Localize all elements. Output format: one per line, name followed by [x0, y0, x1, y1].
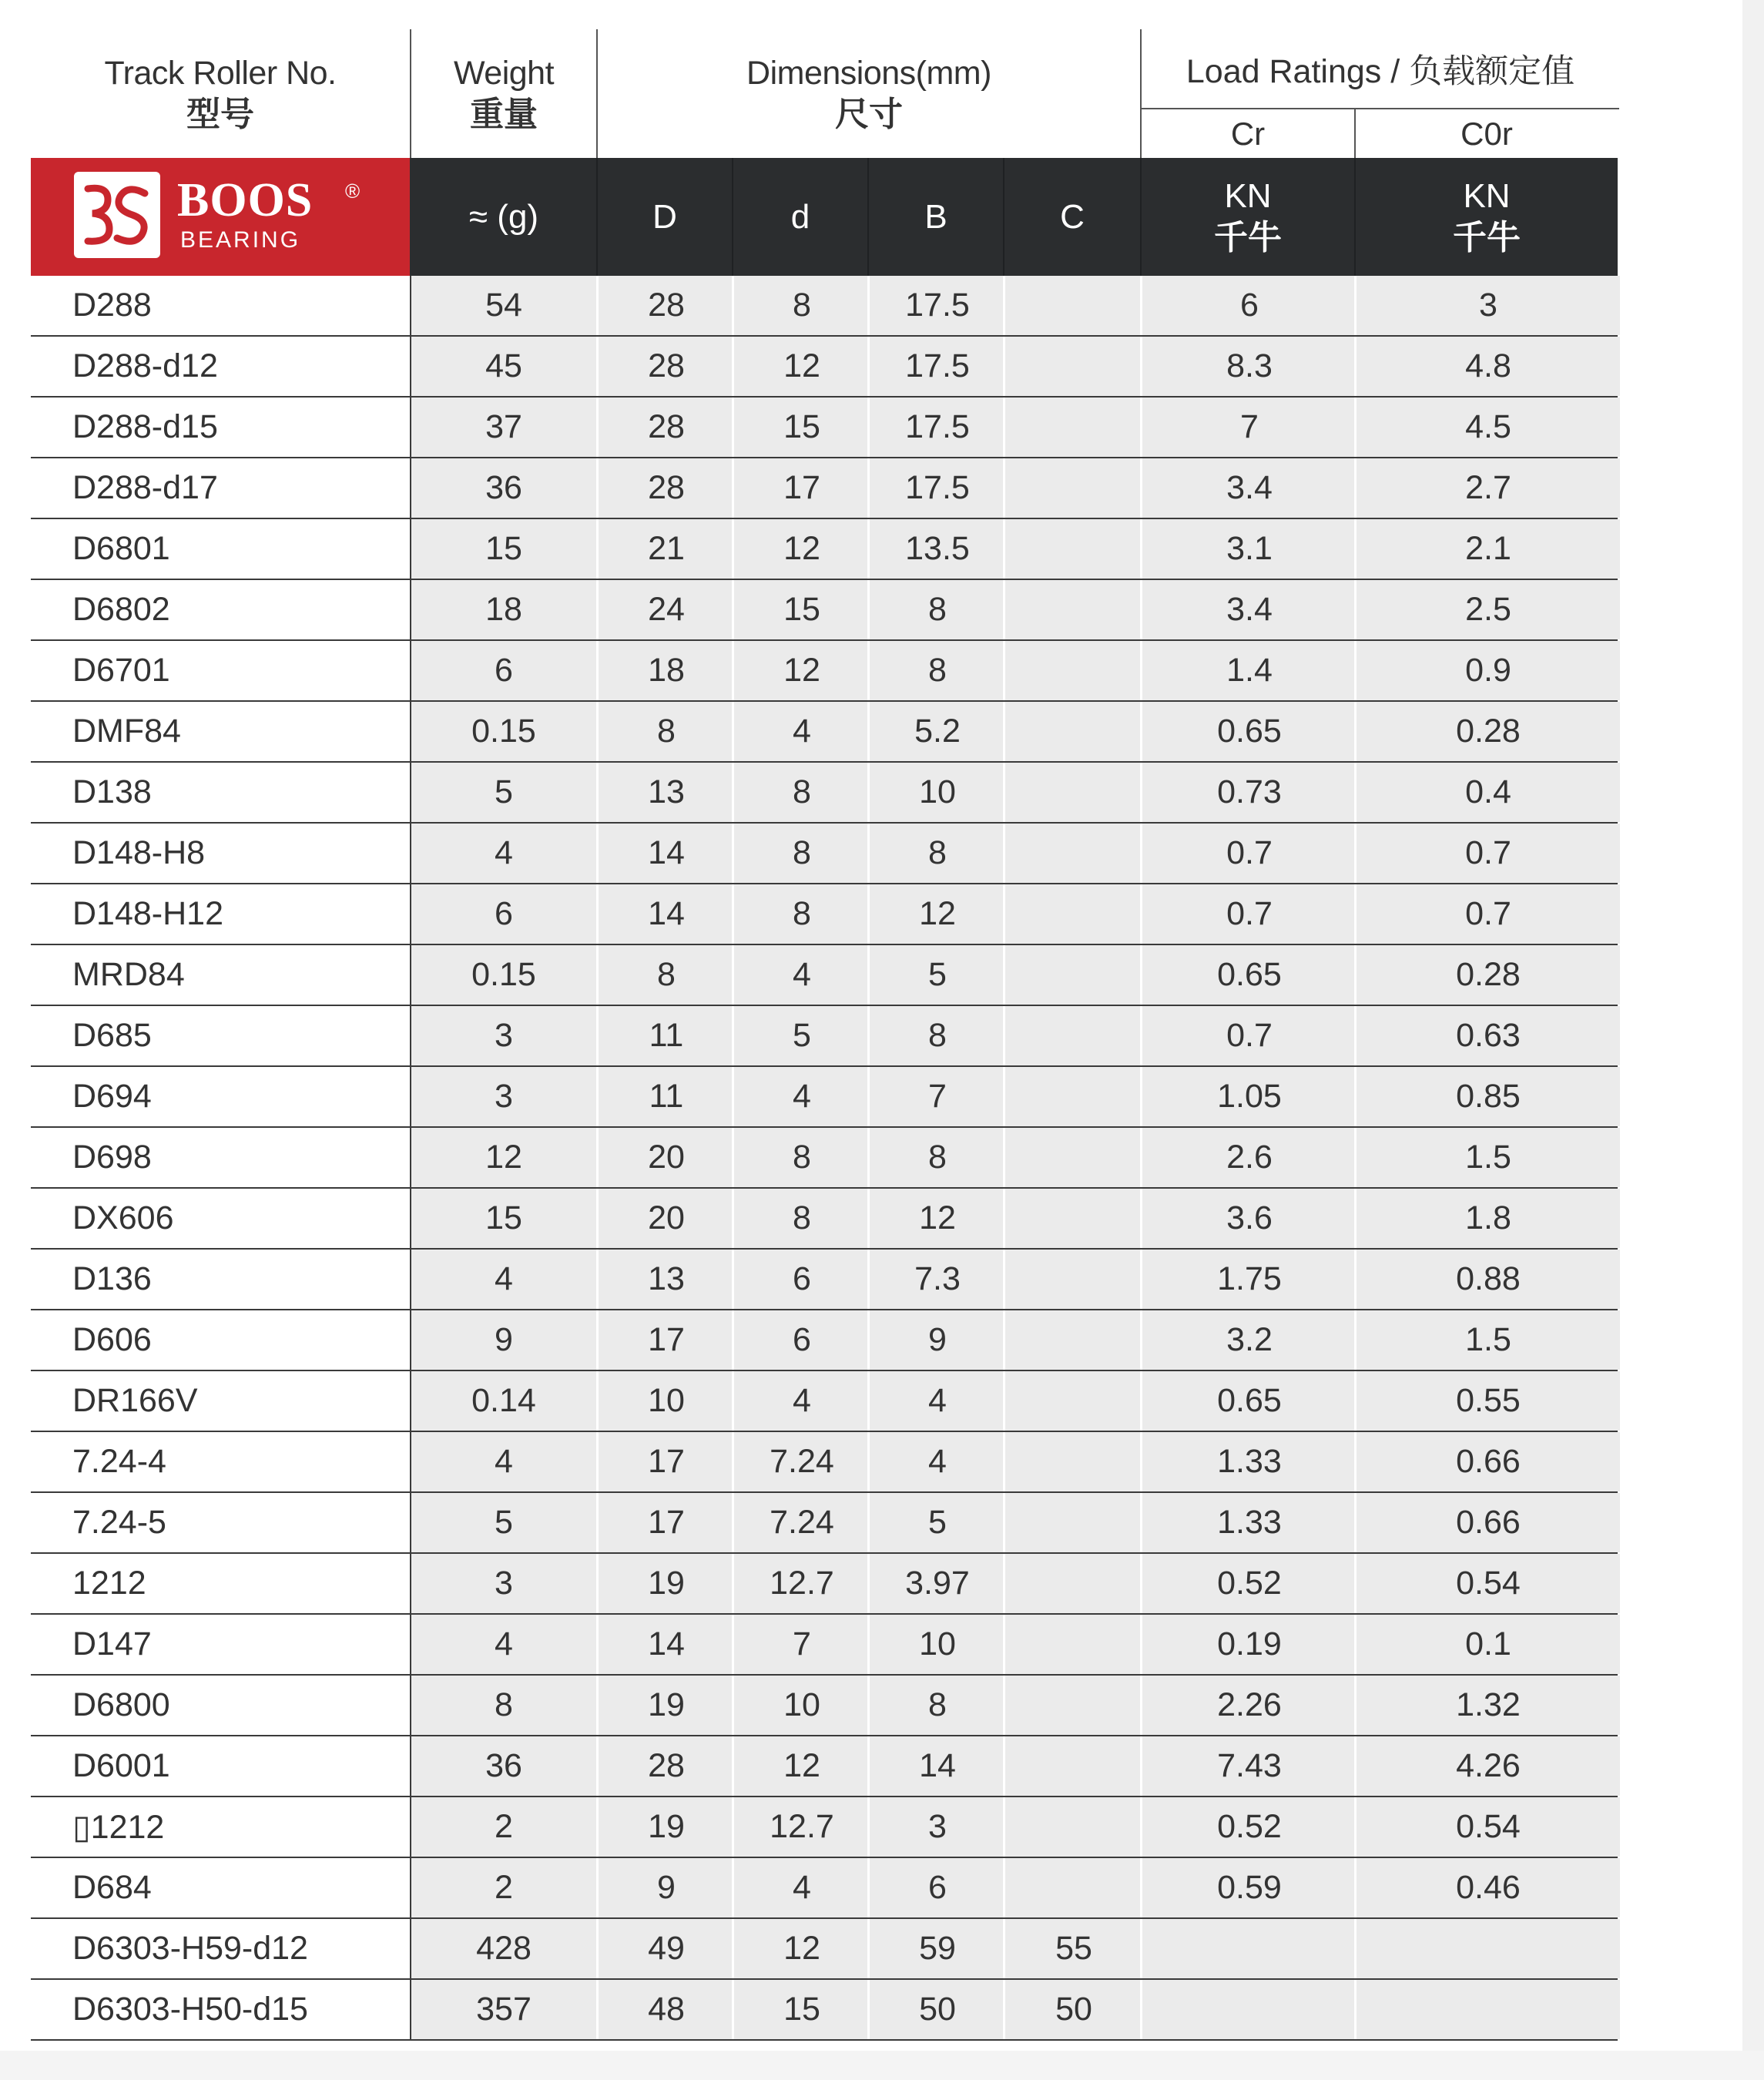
- cell-model: D288: [72, 287, 152, 324]
- cell-weight: 6: [411, 884, 596, 944]
- cell-B: 14: [867, 1736, 1005, 1796]
- table-row: [31, 702, 1618, 763]
- header-load-ratings: Load Ratings / 负载额定值: [1186, 52, 1575, 90]
- cell-cr: 0.59: [1140, 1858, 1357, 1917]
- cell-weight: 6: [411, 641, 596, 700]
- cell-d: 10: [732, 1676, 870, 1735]
- cell-cr: 3.2: [1140, 1310, 1357, 1370]
- cell-d: 8: [732, 276, 870, 335]
- cell-d: 8: [732, 763, 870, 822]
- table-row: [31, 1189, 1618, 1250]
- cell-B: 4: [867, 1432, 1005, 1491]
- cell-D: 17: [596, 1310, 734, 1370]
- cell-B: 17.5: [867, 276, 1005, 335]
- cell-D: 9: [596, 1858, 734, 1917]
- cell-d: 12.7: [732, 1797, 870, 1857]
- cell-cor: 0.63: [1354, 1006, 1620, 1065]
- cell-model: D288-d15: [72, 408, 218, 445]
- cell-cor: 2.5: [1354, 580, 1620, 639]
- cell-C: [1003, 519, 1142, 579]
- cell-d: 17: [732, 458, 870, 518]
- cell-weight: 3: [411, 1006, 596, 1065]
- cell-cor: 0.85: [1354, 1067, 1620, 1126]
- cell-d: 8: [732, 1189, 870, 1248]
- cell-weight: 5: [411, 1493, 596, 1552]
- cell-C: [1003, 1554, 1142, 1613]
- cell-D: 28: [596, 337, 734, 396]
- cell-B: 17.5: [867, 398, 1005, 457]
- table-row: [31, 824, 1618, 884]
- cell-cor: 0.55: [1354, 1371, 1620, 1431]
- unit-cor: [1356, 158, 1618, 276]
- cell-C: [1003, 337, 1142, 396]
- cell-D: 28: [596, 276, 734, 335]
- cell-D: 28: [596, 458, 734, 518]
- cell-d: 4: [732, 702, 870, 761]
- cell-model: D6303-H59-d12: [72, 1930, 308, 1967]
- cell-d: 12: [732, 519, 870, 579]
- cell-C: [1003, 1310, 1142, 1370]
- cell-C: [1003, 702, 1142, 761]
- cell-cr: 0.65: [1140, 1371, 1357, 1431]
- cell-C: [1003, 1371, 1142, 1431]
- table-row: [31, 884, 1618, 945]
- header-model-en: Track Roller No.: [104, 54, 337, 92]
- cell-B: 8: [867, 1128, 1005, 1187]
- cell-cor: 0.4: [1354, 763, 1620, 822]
- cell-cr: 0.7: [1140, 884, 1357, 944]
- cell-C: 55: [1003, 1919, 1142, 1978]
- cell-B: 3.97: [867, 1554, 1005, 1613]
- table-row: [31, 1858, 1618, 1919]
- cell-B: 8: [867, 580, 1005, 639]
- cell-cr: 0.19: [1140, 1615, 1357, 1674]
- brand-subtitle: BEARING: [180, 227, 301, 253]
- header-weight-zh: 重量: [470, 95, 538, 133]
- cell-weight: 15: [411, 519, 596, 579]
- cell-B: 5: [867, 945, 1005, 1005]
- cell-d: 5: [732, 1006, 870, 1065]
- cell-C: [1003, 1736, 1142, 1796]
- cell-D: 11: [596, 1067, 734, 1126]
- cell-d: 8: [732, 1128, 870, 1187]
- cell-weight: 0.14: [411, 1371, 596, 1431]
- cell-cr: 0.52: [1140, 1554, 1357, 1613]
- cell-D: 28: [596, 398, 734, 457]
- cell-C: [1003, 1676, 1142, 1735]
- cell-B: 10: [867, 763, 1005, 822]
- cell-C: [1003, 398, 1142, 457]
- cell-cor: 1.32: [1354, 1676, 1620, 1735]
- table-row: [31, 1006, 1618, 1067]
- cell-B: 50: [867, 1980, 1005, 2039]
- cell-cr: 8.3: [1140, 337, 1357, 396]
- cell-weight: 0.15: [411, 945, 596, 1005]
- cell-weight: 4: [411, 824, 596, 883]
- table-row: [31, 519, 1618, 580]
- cell-B: 5: [867, 1493, 1005, 1552]
- cell-model: D694: [72, 1078, 152, 1115]
- cell-cor: 0.88: [1354, 1250, 1620, 1309]
- header-cor: C0r: [1460, 115, 1513, 152]
- page-edge: [1742, 0, 1764, 2080]
- cell-D: 8: [596, 702, 734, 761]
- table-row: [31, 1554, 1618, 1615]
- cell-model: 1212: [72, 1565, 146, 1602]
- table-row: [31, 580, 1618, 641]
- table-row: [31, 1980, 1618, 2041]
- cell-weight: 36: [411, 458, 596, 518]
- cell-model: D6303-H50-d15: [72, 1991, 308, 2028]
- unit-weight: ≈ (g): [468, 197, 539, 236]
- cell-cor: 1.8: [1354, 1189, 1620, 1248]
- cell-C: [1003, 1493, 1142, 1552]
- cell-D: 19: [596, 1676, 734, 1735]
- cell-d: 12.7: [732, 1554, 870, 1613]
- cell-B: 3: [867, 1797, 1005, 1857]
- cell-d: 7.24: [732, 1493, 870, 1552]
- cell-model: D6001: [72, 1747, 170, 1784]
- cell-B: 12: [867, 884, 1005, 944]
- cell-B: 8: [867, 1006, 1005, 1065]
- cell-weight: 428: [411, 1919, 596, 1978]
- cell-cr: [1140, 1980, 1357, 2039]
- cell-D: 24: [596, 580, 734, 639]
- cell-weight: 9: [411, 1310, 596, 1370]
- cell-C: [1003, 1432, 1142, 1491]
- cell-C: [1003, 276, 1142, 335]
- unit-cr-zh: 千牛: [1214, 218, 1282, 257]
- cell-cor: 1.5: [1354, 1310, 1620, 1370]
- table-row: [31, 1310, 1618, 1371]
- cell-C: [1003, 945, 1142, 1005]
- cell-cor: 0.54: [1354, 1797, 1620, 1857]
- cell-cor: 3: [1354, 276, 1620, 335]
- cell-model: DMF84: [72, 713, 181, 750]
- table-row: [31, 1615, 1618, 1676]
- header-dims-zh: 尺寸: [835, 95, 903, 133]
- table-row: [31, 276, 1618, 337]
- cell-cor: 0.7: [1354, 824, 1620, 883]
- cell-d: 4: [732, 945, 870, 1005]
- cell-d: 12: [732, 337, 870, 396]
- cell-cr: 3.1: [1140, 519, 1357, 579]
- cell-D: 48: [596, 1980, 734, 2039]
- cell-weight: 3: [411, 1067, 596, 1126]
- cell-D: 19: [596, 1797, 734, 1857]
- cell-model: DX606: [72, 1199, 174, 1236]
- cell-B: 13.5: [867, 519, 1005, 579]
- cell-C: [1003, 1189, 1142, 1248]
- cell-weight: 12: [411, 1128, 596, 1187]
- bearing-spec-table: [31, 29, 1618, 2041]
- cell-model: ▯1212: [72, 1808, 165, 1846]
- header-dimensions: [598, 29, 1140, 158]
- unit-D: D: [652, 197, 677, 236]
- cell-cor: 0.46: [1354, 1858, 1620, 1917]
- cell-cr: 1.05: [1140, 1067, 1357, 1126]
- cell-cor: 4.26: [1354, 1736, 1620, 1796]
- cell-d: 8: [732, 884, 870, 944]
- unit-cor-zh: 千牛: [1453, 218, 1521, 257]
- cell-D: 19: [596, 1554, 734, 1613]
- header-weight-en: Weight: [453, 54, 555, 92]
- cell-cr: 3.4: [1140, 458, 1357, 518]
- cell-weight: 36: [411, 1736, 596, 1796]
- cell-d: 8: [732, 824, 870, 883]
- table-row: [31, 1676, 1618, 1736]
- cell-model: D6701: [72, 652, 170, 689]
- cell-model: D698: [72, 1139, 152, 1176]
- cell-cr: 1.75: [1140, 1250, 1357, 1309]
- cell-model: D606: [72, 1321, 152, 1358]
- cell-weight: 54: [411, 276, 596, 335]
- cell-d: 15: [732, 398, 870, 457]
- cell-weight: 15: [411, 1189, 596, 1248]
- table-row: [31, 641, 1618, 702]
- table-row: [31, 1067, 1618, 1128]
- table-row: [31, 1371, 1618, 1432]
- cell-cr: 0.65: [1140, 945, 1357, 1005]
- cell-weight: 8: [411, 1676, 596, 1735]
- cell-d: 4: [732, 1067, 870, 1126]
- cell-cr: 7: [1140, 398, 1357, 457]
- cell-d: 6: [732, 1310, 870, 1370]
- cell-cor: 0.54: [1354, 1554, 1620, 1613]
- cell-D: 10: [596, 1371, 734, 1431]
- header-dims-en: Dimensions(mm): [746, 54, 991, 92]
- cell-cr: 7.43: [1140, 1736, 1357, 1796]
- cell-cor: 2.7: [1354, 458, 1620, 518]
- cell-cr: 3.4: [1140, 580, 1357, 639]
- cell-B: 6: [867, 1858, 1005, 1917]
- cell-model: D148-H12: [72, 895, 223, 932]
- cell-C: [1003, 1797, 1142, 1857]
- cell-cor: 4.8: [1354, 337, 1620, 396]
- table-row: [31, 1919, 1618, 1980]
- cell-cr: 2.6: [1140, 1128, 1357, 1187]
- cell-C: [1003, 458, 1142, 518]
- header-weight: [411, 29, 596, 158]
- unit-cr-en: KN: [1224, 176, 1272, 215]
- cell-D: 11: [596, 1006, 734, 1065]
- page-bottom-edge: [0, 2051, 1764, 2080]
- cell-D: 20: [596, 1189, 734, 1248]
- cell-model: D147: [72, 1625, 152, 1662]
- cell-model: D684: [72, 1869, 152, 1906]
- cell-model: D6801: [72, 530, 170, 567]
- table-row: [31, 945, 1618, 1006]
- cell-weight: 2: [411, 1797, 596, 1857]
- cell-cr: 0.7: [1140, 1006, 1357, 1065]
- header-model: [31, 29, 410, 158]
- cell-B: 9: [867, 1310, 1005, 1370]
- unit-cor-en: KN: [1463, 176, 1511, 215]
- cell-cor: 0.7: [1354, 884, 1620, 944]
- cell-model: DR166V: [72, 1382, 198, 1419]
- cell-cr: 1.4: [1140, 641, 1357, 700]
- cell-weight: 4: [411, 1250, 596, 1309]
- table-row: [31, 458, 1618, 519]
- cell-C: [1003, 1067, 1142, 1126]
- cell-cor: 0.9: [1354, 641, 1620, 700]
- brand-registered-mark: ®: [345, 179, 361, 203]
- cell-C: 50: [1003, 1980, 1142, 2039]
- cell-cr: 3.6: [1140, 1189, 1357, 1248]
- cell-D: 21: [596, 519, 734, 579]
- cell-weight: 3: [411, 1554, 596, 1613]
- cell-D: 14: [596, 884, 734, 944]
- cell-C: [1003, 763, 1142, 822]
- cell-d: 6: [732, 1250, 870, 1309]
- unit-B: B: [924, 197, 947, 236]
- table-row: [31, 337, 1618, 398]
- cell-d: 4: [732, 1858, 870, 1917]
- cell-weight: 4: [411, 1615, 596, 1674]
- cell-D: 28: [596, 1736, 734, 1796]
- cell-cr: 1.33: [1140, 1432, 1357, 1491]
- table-row: [31, 1128, 1618, 1189]
- table-row: [31, 398, 1618, 458]
- cell-C: [1003, 884, 1142, 944]
- cell-model: D136: [72, 1260, 152, 1297]
- cell-D: 13: [596, 763, 734, 822]
- cell-B: 7: [867, 1067, 1005, 1126]
- cell-model: D685: [72, 1017, 152, 1054]
- cell-D: 17: [596, 1432, 734, 1491]
- cell-cor: 0.1: [1354, 1615, 1620, 1674]
- cell-cr: 1.33: [1140, 1493, 1357, 1552]
- cell-weight: 0.15: [411, 702, 596, 761]
- cell-cor: 0.66: [1354, 1493, 1620, 1552]
- cell-D: 14: [596, 1615, 734, 1674]
- cell-d: 4: [732, 1371, 870, 1431]
- cell-B: 10: [867, 1615, 1005, 1674]
- cell-cr: 0.73: [1140, 763, 1357, 822]
- cell-cor: [1354, 1919, 1620, 1978]
- table-row: [31, 1250, 1618, 1310]
- bs-logo-icon: [74, 172, 160, 258]
- cell-d: 7.24: [732, 1432, 870, 1491]
- cell-weight: 4: [411, 1432, 596, 1491]
- cell-C: [1003, 1006, 1142, 1065]
- header-model-zh: 型号: [186, 95, 254, 133]
- cell-cr: 0.65: [1140, 702, 1357, 761]
- cell-cor: [1354, 1980, 1620, 2039]
- cell-C: [1003, 580, 1142, 639]
- cell-D: 13: [596, 1250, 734, 1309]
- cell-B: 4: [867, 1371, 1005, 1431]
- cell-cor: 2.1: [1354, 519, 1620, 579]
- cell-C: [1003, 824, 1142, 883]
- cell-weight: 357: [411, 1980, 596, 2039]
- cell-B: 8: [867, 641, 1005, 700]
- brand-logo: [31, 158, 410, 276]
- cell-B: 12: [867, 1189, 1005, 1248]
- unit-C: C: [1060, 197, 1085, 236]
- cell-B: 7.3: [867, 1250, 1005, 1309]
- table-header: [31, 29, 1618, 158]
- cell-C: [1003, 1615, 1142, 1674]
- cell-model: 7.24-5: [72, 1504, 166, 1541]
- cell-d: 15: [732, 580, 870, 639]
- cell-model: D148-H8: [72, 834, 206, 871]
- cell-cr: 2.26: [1140, 1676, 1357, 1735]
- cell-B: 17.5: [867, 337, 1005, 396]
- cell-d: 7: [732, 1615, 870, 1674]
- cell-C: [1003, 1128, 1142, 1187]
- cell-model: 7.24-4: [72, 1443, 166, 1480]
- cell-cor: 4.5: [1354, 398, 1620, 457]
- cell-cor: 1.5: [1354, 1128, 1620, 1187]
- unit-band: [31, 158, 1618, 276]
- cell-cr: 0.7: [1140, 824, 1357, 883]
- cell-C: [1003, 1858, 1142, 1917]
- cell-B: 5.2: [867, 702, 1005, 761]
- table-body: [31, 276, 1618, 2041]
- brand-name: BOOS: [177, 174, 314, 226]
- cell-cr: [1140, 1919, 1357, 1978]
- cell-cor: 0.28: [1354, 945, 1620, 1005]
- cell-D: 17: [596, 1493, 734, 1552]
- cell-cr: 6: [1140, 276, 1357, 335]
- table-row: [31, 763, 1618, 824]
- cell-model: D288-d12: [72, 347, 218, 384]
- table-row: [31, 1493, 1618, 1554]
- cell-B: 17.5: [867, 458, 1005, 518]
- unit-cr: [1142, 158, 1354, 276]
- cell-cr: 0.52: [1140, 1797, 1357, 1857]
- cell-D: 8: [596, 945, 734, 1005]
- cell-C: [1003, 1250, 1142, 1309]
- cell-d: 15: [732, 1980, 870, 2039]
- cell-d: 12: [732, 1736, 870, 1796]
- cell-model: MRD84: [72, 956, 185, 993]
- cell-weight: 45: [411, 337, 596, 396]
- table-row: [31, 1797, 1618, 1858]
- cell-weight: 2: [411, 1858, 596, 1917]
- cell-weight: 37: [411, 398, 596, 457]
- cell-cor: 0.28: [1354, 702, 1620, 761]
- cell-D: 20: [596, 1128, 734, 1187]
- cell-model: D6802: [72, 591, 170, 628]
- cell-model: D138: [72, 773, 152, 810]
- cell-D: 18: [596, 641, 734, 700]
- cell-B: 8: [867, 824, 1005, 883]
- cell-C: [1003, 641, 1142, 700]
- cell-d: 12: [732, 641, 870, 700]
- table-row: [31, 1432, 1618, 1493]
- header-cr: Cr: [1230, 115, 1266, 152]
- cell-model: D288-d17: [72, 469, 218, 506]
- cell-cor: 0.66: [1354, 1432, 1620, 1491]
- cell-weight: 5: [411, 763, 596, 822]
- unit-d: d: [790, 197, 810, 236]
- cell-weight: 18: [411, 580, 596, 639]
- cell-d: 12: [732, 1919, 870, 1978]
- cell-D: 14: [596, 824, 734, 883]
- cell-B: 8: [867, 1676, 1005, 1735]
- cell-D: 49: [596, 1919, 734, 1978]
- cell-B: 59: [867, 1919, 1005, 1978]
- table-row: [31, 1736, 1618, 1797]
- cell-model: D6800: [72, 1686, 170, 1723]
